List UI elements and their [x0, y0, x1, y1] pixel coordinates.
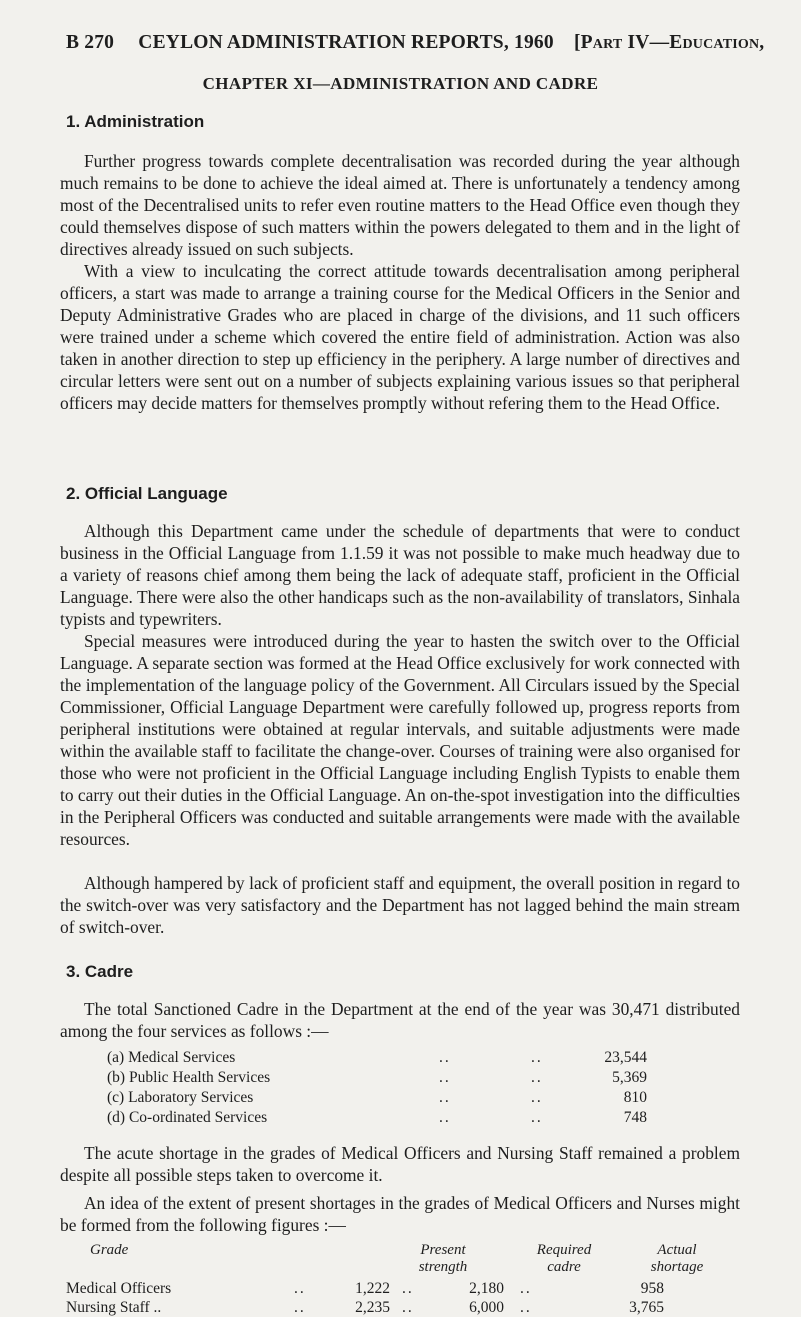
- paragraph: With a view to inculcating the correct attitude towards decentralisation among peripheral officers, a start was made to arrange a training course for the Medical Officers in the Senior and Deputy Administrative Grades who are placed in charge of the divisions, and 11 such officers were trained under a scheme which covered the entire field of administration. Action was also taken in another direction to step up efficiency in the periphery. A large number of directives and circular letters were sent out on a number of subjects explaining various issues so that peripheral officers may decide matters for themselves promptly without refering them to the Head Office.: [60, 261, 740, 413]
- grade-cell: Medical Officers: [66, 1280, 172, 1297]
- column-header-required: Required cadre: [536, 1242, 592, 1275]
- paragraph: Although this Department came under the schedule of departments that were to conduct business in the Official Language from 1.1.59 it was not possible to make much headway due to a variety of reasons chief among them being the lack of adequate staff, proficient in the Official Language. There were also the other handicaps such as the non-availability of translators, Sinhala typists and typewriters.: [60, 521, 740, 629]
- chapter-title: CHAPTER XI—ADMINISTRATION AND CADRE: [202, 74, 599, 93]
- paragraph: Further progress towards complete decentralisation was recorded during the year although much remains to be done to achieve the ideal aimed at. There is unfortunately a tendency among most of the Decentralised units to refer even routine matters to the Head Office even though they could themselves dispose of such matters within the powers delegated to them and in the light of directives already issued on such subjects.: [60, 151, 740, 259]
- column-header-grade: Grade: [90, 1242, 129, 1258]
- service-value: 748: [623, 1109, 647, 1126]
- service-label: (b) Public Health Services: [107, 1069, 271, 1086]
- service-label: (c) Laboratory Services: [107, 1089, 254, 1106]
- service-label: (a) Medical Services: [107, 1049, 236, 1066]
- service-value: 810: [623, 1089, 647, 1106]
- header-title: CEYLON ADMINISTRATION REPORTS, 1960: [138, 32, 554, 53]
- report-page: B 270 CEYLON ADMINISTRATION REPORTS, 1960 [Part IV—Education, CHAPTER XI—ADMINISTRATION AND CADRE 1. Administration Further progress towards complete decentralisation was recorded during the year although much remains to be done to achieve the ideal aimed at. There is unfortunately a tendency among most of the Decentralised units to refer even routine matters to the Head Office even though they could themselves dispose of such matters within the powers delegated to them and in the light of directives already issued on such subjects. With a view to inculcating the correct attitude towards decentralisation among peripheral officers, a start was made to arrange a training course for the Medical Officers in the Senior and Deputy Administrative Grades who are placed in charge of the divisions, and 11 such officers were trained under a scheme which covered the entire field of administration. Action was also taken in another direction to step up efficiency in the periphery. A large number of directives and circular letters were sent out on a number of subjects explaining various issues so that peripheral officers may decide matters for themselves promptly without refering them to the Head Office. 2. Official Language Although this Department came under the schedule of departments that were to conduct business in the Official Language from 1.1.59 it was not possible to make much headway due to a variety of reasons chief among them being the lack of adequate staff, proficient in the Official Language. There were also the other handicaps such as the non-availability of translators, Sinhala typists and typewriters. Special measures were introduced during the year to hasten the switch over to the Official Language. A separate section was formed at the Head Office exclusively for work connected with the implementation of the language policy of the Government. All Circulars issued by the Special Commissioner, Official Language Department were carefully followed up, progress reports from peripheral institutions were obtained at regular intervals, and suitable adjustments were made within the available staff to facilitate the change-over. Courses of training were also organised for those who were not proficient in the Official Language including English Typists to enable them to carry out their duties in the Official Language. An on-the-spot investigation into the difficulties in the Peripheral Officers was conducted and suitable arrangements were made with the available resources. Although hampered by lack of proficient staff and equipment, the overall position in regard to the switch-over was very satisfactory and the Department has not lagged behind the main stream of switch-over. 3. Cadre The total Sanctioned Cadre in the Department at the end of the year was 30,471 distributed among the four services as follows :— (a) Medical Services .. .. 23,544 (b) Public Health Services .. .. 5,369 (c) Laboratory Services .. .. 810 (d) Co-ordinated Services .. .. 748 The acute shortage in the grades of Medical Officers and Nursing Staff remained a problem despite all possible steps taken to overcome it. An idea of the extent of present shortages in the grades of Medical Officers and Nurses might be formed from the following figures :— Grade Present strength Required cadre Actual shortage Medical Officers .. 1,222 .. 2,180 .. 958 Nursing Staff .. .. 2,235 .. 6,000 .. 3,765: [0, 0, 801, 1305]
- present-cell: 1,222: [355, 1280, 390, 1297]
- present-cell: 2,235: [355, 1299, 390, 1316]
- required-cell: 6,000: [469, 1299, 504, 1316]
- section-heading-administration: 1. Administration: [66, 112, 205, 131]
- column-header-present: Present strength: [418, 1242, 468, 1275]
- paragraph: The total Sanctioned Cadre in the Department at the end of the year was 30,471 distributed among the four services as follows :—: [60, 999, 740, 1041]
- paragraph: Special measures were introduced during the year to hasten the switch over to the Official Language. A separate section was formed at the Head Office exclusively for work connected with the implementation of the language policy of the Government. All Circulars issued by the Special Commissioner, Official Language Department were carefully followed up, progress reports from peripheral institutions were obtained at regular intervals, and suitable adjustments were made within the available staff to facilitate the change-over. Courses of training were also organised for those who were not proficient in the Official Language including English Typists to enable them to carry out their duties in the Official Language. An on-the-spot investigation into the difficulties in the Peripheral Officers was conducted and suitable arrangements were made with the available resources.: [60, 631, 740, 849]
- service-value: 23,544: [604, 1049, 647, 1066]
- shortage-cell: 958: [640, 1280, 664, 1297]
- column-header-shortage: Actual shortage: [650, 1242, 704, 1275]
- shortage-cell: 3,765: [629, 1299, 664, 1316]
- page-reference: B 270: [66, 32, 115, 53]
- header-part: [Part IV—Education,: [573, 32, 765, 53]
- service-value: 5,369: [612, 1069, 647, 1086]
- running-header: [66, 32, 786, 54]
- section-heading-official-language: 2. Official Language: [66, 484, 228, 503]
- service-label: (d) Co-ordinated Services: [107, 1109, 268, 1126]
- required-cell: 2,180: [469, 1280, 504, 1297]
- grade-cell: Nursing Staff ..: [66, 1299, 162, 1316]
- paragraph: The acute shortage in the grades of Medical Officers and Nursing Staff remained a problem despite all possible steps taken to overcome it.: [60, 1143, 740, 1185]
- section-heading-cadre: 3. Cadre: [66, 962, 134, 981]
- paragraph: Although hampered by lack of proficient staff and equipment, the overall position in regard to the switch-over was very satisfactory and the Department has not lagged behind the main stream of switch-over.: [60, 873, 740, 937]
- paragraph: An idea of the extent of present shortages in the grades of Medical Officers and Nurses might be formed from the following figures :—: [60, 1193, 740, 1235]
